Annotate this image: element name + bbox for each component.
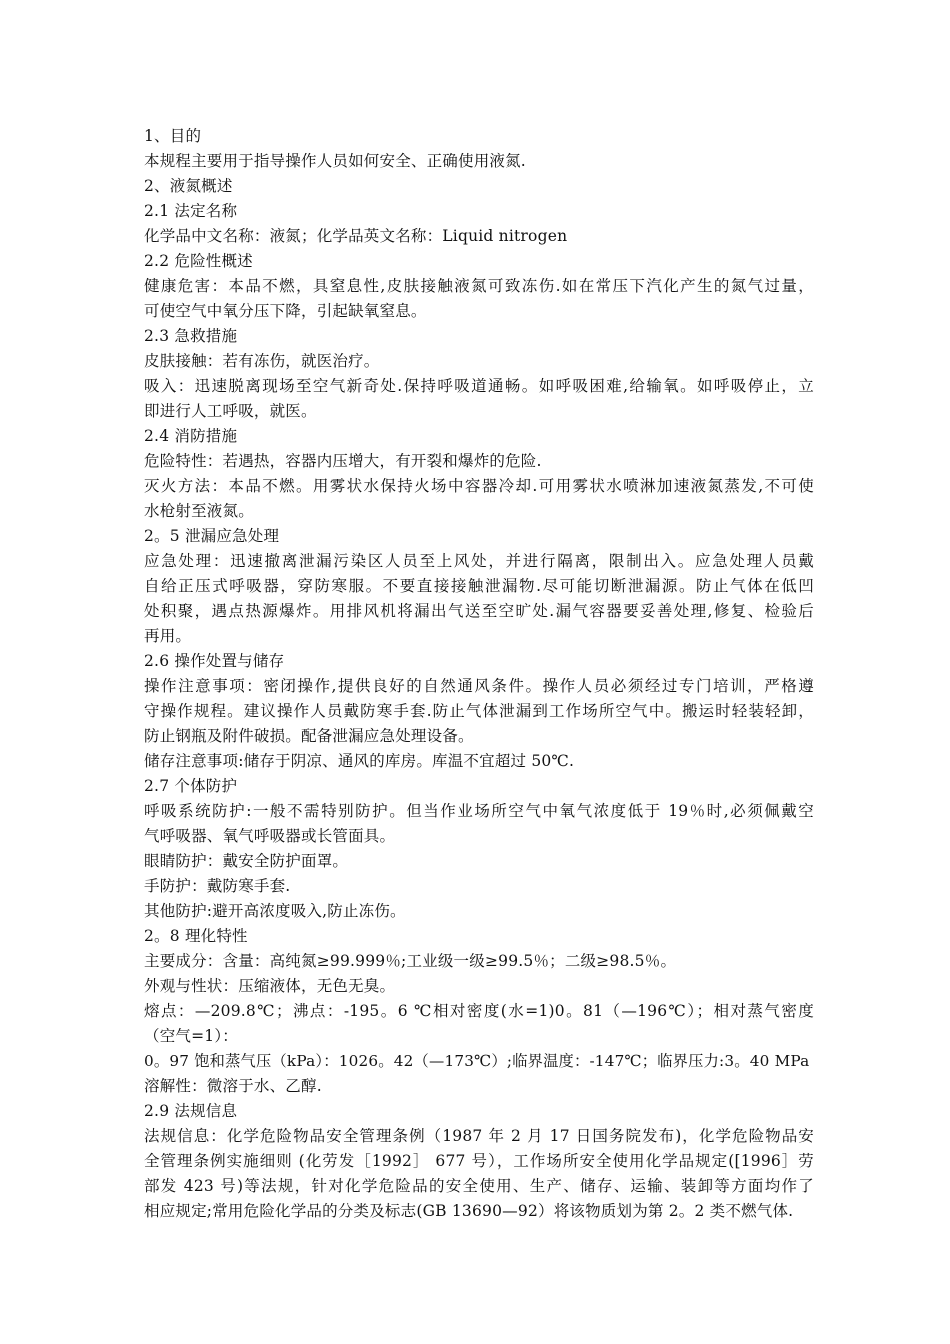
paragraph-line: 主要成分：含量：高纯氮≥99.999％;工业级一级≥99.5％；二级≥98.5％。 [144,952,677,970]
paragraph-line: 外观与性状：压缩液体，无色无臭。 [144,977,396,995]
paragraph-line: 可使空气中氧分压下降，引起缺氧窒息。 [144,302,427,320]
paragraph-line: 溶解性：微溶于水、乙醇. [144,1077,322,1095]
paragraph-line: 相应规定;常用危险化学品的分类及标志(GB 13690—92）将该物质划为第 2。2 类不燃气体. [144,1202,794,1220]
paragraph-line: 再用。 [144,627,192,645]
document-body [144,124,814,1224]
paragraph-line: 0。97 饱和蒸气压（kPa）：1026。42（—173℃）;临界温度：-147℃；临界压力:3。40 MPa [144,1052,810,1070]
paragraph-line: 全管理条例实施细则 (化劳发［1992］ 677 号），工作场所安全使用化学品规定([1996］劳 [144,1152,814,1170]
subheading-legal-name: 2.1 法定名称 [144,202,238,220]
paragraph-line: 吸入：迅速脱离现场至空气新奇处.保持呼吸道通畅。如呼吸困难,给输氧。如呼吸停止，立 [144,377,814,395]
paragraph-line: 呼吸系统防护:一般不需特别防护。但当作业场所空气中氧气浓度低于 19％时,必须佩戴空 [144,802,814,820]
heading-purpose: 1、目的 [144,127,202,145]
paragraph-line: 守操作规程。建议操作人员戴防寒手套.防止气体泄漏到工作场所空气中。搬运时轻装轻卸， [144,702,814,720]
subheading-properties: 2。8 理化特性 [144,927,248,945]
paragraph-line: 处积聚，遇点热源爆炸。用排风机将漏出气送至空旷处.漏气容器要妥善处理,修复、检验后 [144,602,814,620]
paragraph-line: 熔点：—209.8℃；沸点：-195。6 ℃相对密度(水=1)0。81（—196℃）；相对蒸气密度 [144,1002,814,1020]
paragraph-line: （空气=1）： [144,1027,238,1045]
subheading-first-aid: 2.3 急救措施 [144,327,238,345]
paragraph-line: 法规信息：化学危险物品安全管理条例（1987 年 2 月 17 日国务院发布)，化学危险物品安 [144,1127,814,1145]
paragraph-line: 化学品中文名称：液氮；化学品英文名称：Liquid nitrogen [144,227,568,245]
subheading-ppe: 2.7 个体防护 [144,777,238,795]
subheading-hazard: 2.2 危险性概述 [144,252,253,270]
paragraph-line: 水枪射至液氮。 [144,502,254,520]
subheading-leak: 2。5 泄漏应急处理 [144,527,280,545]
subheading-handling: 2.6 操作处置与储存 [144,652,285,670]
paragraph-line: 部发 423 号)等法规，针对化学危险品的安全使用、生产、储存、运输、装卸等方面均作了 [144,1177,814,1195]
paragraph-line: 应急处理：迅速撤离泄漏污染区人员至上风处，并进行隔离，限制出入。应急处理人员戴 [144,552,814,570]
paragraph-line: 自给正压式呼吸器，穿防寒服。不要直接接触泄漏物.尽可能切断泄漏源。防止气体在低凹 [144,577,814,595]
paragraph-line: 危险特性：若遇热，容器内压增大，有开裂和爆炸的危险. [144,452,542,470]
paragraph-line: 眼睛防护：戴安全防护面罩。 [144,852,349,870]
paragraph-line: 灭火方法：本品不燃。用雾状水保持火场中容器冷却.可用雾状水喷淋加速液氮蒸发,不可使 [144,477,814,495]
paragraph-line: 操作注意事项：密闭操作,提供良好的自然通风条件。操作人员必须经过专门培训，严格遵 [144,677,814,695]
heading-overview: 2、液氮概述 [144,177,233,195]
paragraph-line: 本规程主要用于指导操作人员如何安全、正确使用液氮. [144,152,526,170]
paragraph-line: 其他防护:避开高浓度吸入,防止冻伤。 [144,902,406,920]
paragraph-line: 储存注意事项:储存于阴凉、通风的库房。库温不宜超过 50℃. [144,752,575,770]
subheading-fire: 2.4 消防措施 [144,427,238,445]
paragraph-line: 健康危害：本品不燃，具窒息性,皮肤接触液氮可致冻伤.如在常压下汽化产生的氮气过量， [144,277,814,295]
paragraph-line: 气呼吸器、氧气呼吸器或长管面具。 [144,827,396,845]
paragraph-line: 防止钢瓶及附件破损。配备泄漏应急处理设备。 [144,727,474,745]
paragraph-line: 手防护：戴防寒手套. [144,877,291,895]
subheading-regulations: 2.9 法规信息 [144,1102,238,1120]
paragraph-line: 即进行人工呼吸，就医。 [144,402,317,420]
paragraph-line: 皮肤接触：若有冻伤，就医治疗。 [144,352,380,370]
